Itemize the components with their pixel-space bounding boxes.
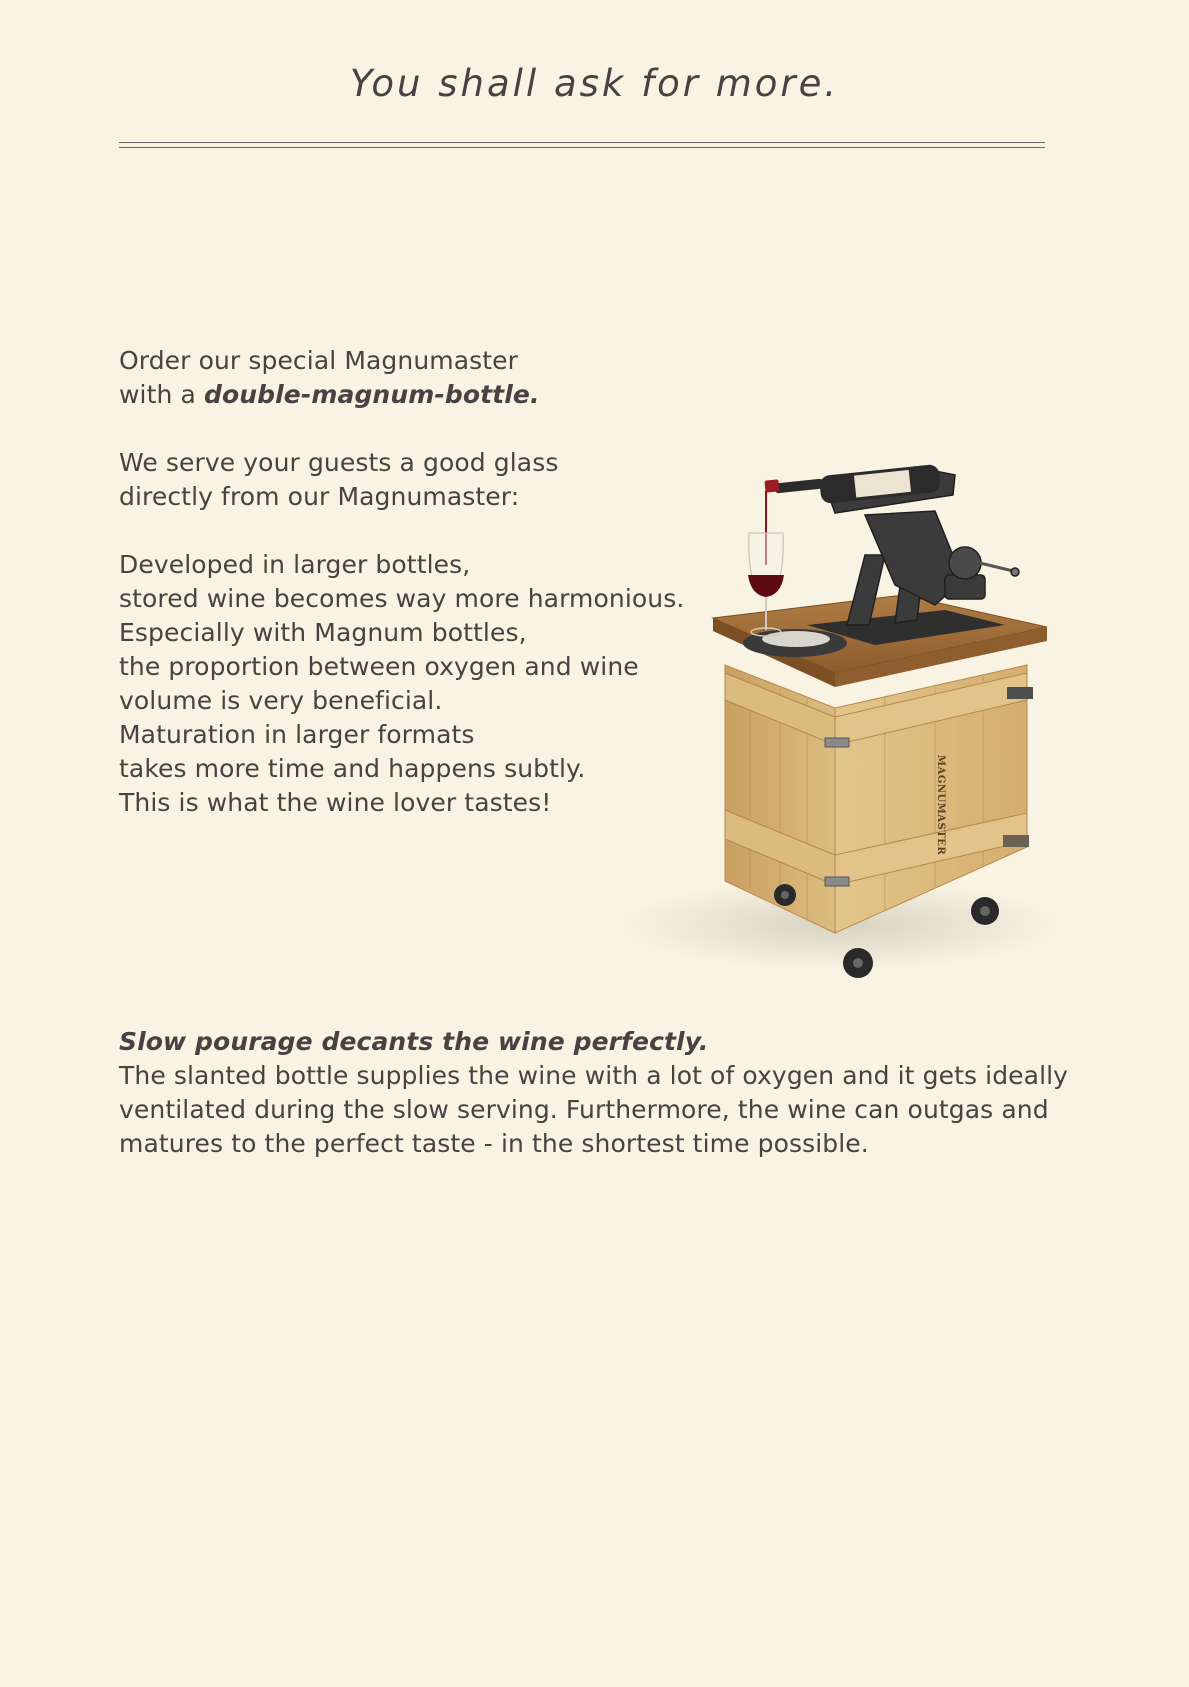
title-divider — [119, 142, 1045, 148]
benefits-line: Developed in larger bottles, — [119, 550, 471, 579]
benefits-line: Especially with Magnum bottles, — [119, 618, 527, 647]
intro-line-2-emphasis: double-magnum-bottle. — [203, 380, 540, 409]
benefits-line: takes more time and happens subtly. — [119, 754, 586, 783]
benefits-line: the proportion between oxygen and wine — [119, 652, 639, 681]
serve-line: We serve your guests a good glass — [119, 448, 559, 477]
intro-line-1: Order our special Magnumaster — [119, 346, 519, 375]
latch-icon — [825, 877, 849, 886]
intro-line-2 — [119, 378, 540, 412]
magnumaster-crate-illustration — [585, 415, 1075, 1015]
wheel-icon — [774, 884, 796, 906]
serve-line: directly from our Magnumaster: — [119, 482, 520, 511]
latch-icon — [1007, 687, 1033, 699]
intro-paragraph — [119, 344, 540, 412]
pourage-line: The slanted bottle supplies the wine with a lot of oxygen and it gets ideally — [119, 1061, 1069, 1090]
pourage-line: ventilated during the slow serving. Furthermore, the wine can outgas and — [119, 1095, 1049, 1124]
pourage-line: matures to the perfect taste - in the shortest time possible. — [119, 1129, 869, 1158]
latch-icon — [1003, 835, 1029, 847]
pourage-paragraph — [119, 1025, 1068, 1161]
benefits-line: volume is very beneficial. — [119, 686, 443, 715]
crate-brand-stamp: MAGNUMASTER — [935, 755, 946, 856]
pourage-heading: Slow pourage decants the wine perfectly. — [119, 1027, 709, 1056]
product-photo — [585, 415, 1075, 1015]
wheel-icon — [971, 897, 999, 925]
benefits-line: stored wine becomes way more harmonious. — [119, 584, 685, 613]
page-title: You shall ask for more. — [349, 62, 840, 105]
benefits-line: This is what the wine lover tastes! — [119, 788, 552, 817]
serve-paragraph — [119, 446, 558, 514]
coaster — [762, 631, 830, 647]
wheel-icon — [843, 948, 873, 978]
intro-line-2-prefix: with a — [119, 380, 204, 409]
latch-icon — [825, 738, 849, 747]
benefits-line: Maturation in larger formats — [119, 720, 475, 749]
